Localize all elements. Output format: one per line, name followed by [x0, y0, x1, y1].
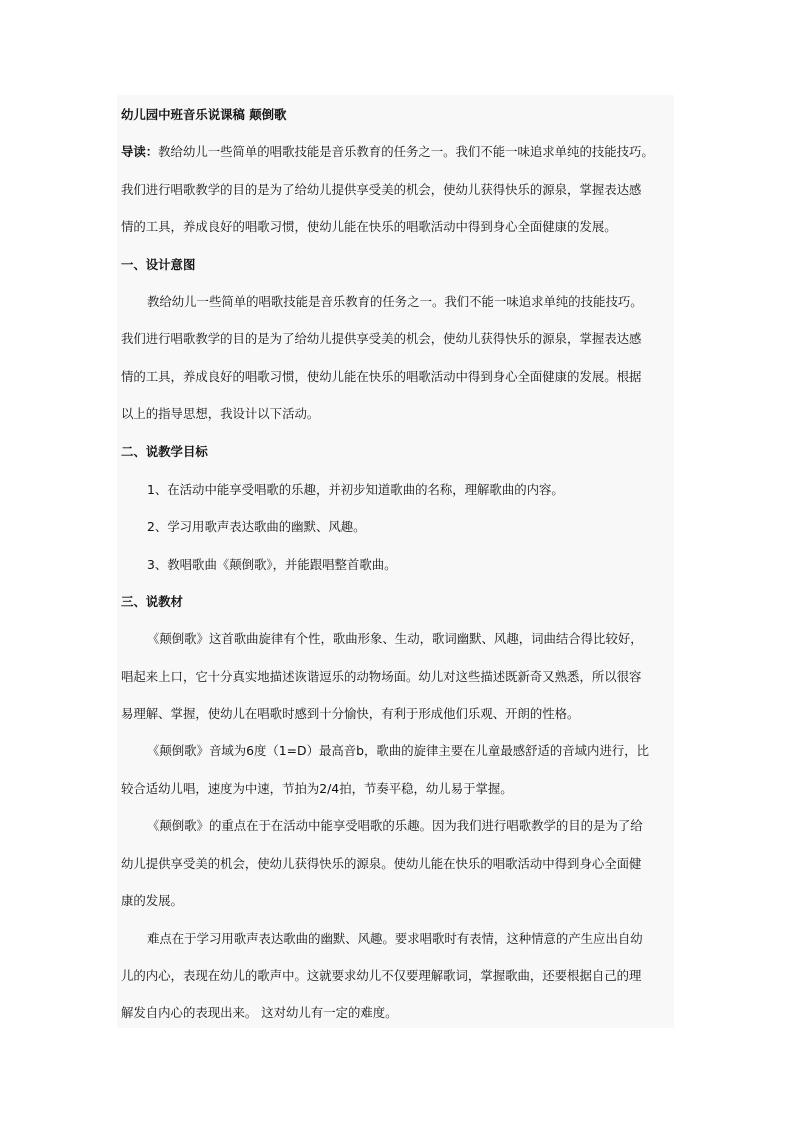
- material-p1-line-3: 易理解、掌握，使幼儿在唱歌时感到十分愉快，有利于形成他们乐观、开朗的性格。: [121, 706, 580, 721]
- material-p2-line-1: 《颠倒歌》音域为6度（1=D）最高音b，歌曲的旋律主要在儿童最感舒适的音域内进行，比: [147, 743, 650, 758]
- design-line-4: 以上的指导思想，我设计以下活动。: [121, 406, 320, 421]
- material-p1-line-1: 《颠倒歌》这首歌曲旋律有个性，歌曲形象、生动，歌词幽默、风趣，词曲结合得比较好，: [147, 631, 643, 646]
- goal-item: 2、学习用歌声表达歌曲的幽默、风趣。: [147, 519, 366, 534]
- material-p3-line-1: 《颠倒歌》的重点在于在活动中能享受唱歌的乐趣。因为我们进行唱歌教学的目的是为了给: [147, 818, 643, 833]
- material-p3-line-2: 幼儿提供享受美的机会，使幼儿获得快乐的源泉。使幼儿能在快乐的唱歌活动中得到身心全面健: [121, 856, 642, 871]
- design-line-2: 我们进行唱歌教学的目的是为了给幼儿提供享受美的机会，使幼儿获得快乐的源泉，掌握表达感: [121, 331, 642, 346]
- material-p4-line-3: 解发自内心的表现出来。 这对幼儿有一定的难度。: [121, 1005, 398, 1020]
- document-title: 幼儿园中班音乐说课稿 颠倒歌: [121, 107, 287, 122]
- intro-line-2: 我们进行唱歌教学的目的是为了给幼儿提供享受美的机会，使幼儿获得快乐的源泉，掌握表达感: [121, 182, 642, 197]
- section-heading-material: 三、说教材: [121, 594, 183, 609]
- section-heading-design: 一、设计意图: [121, 257, 196, 272]
- section-heading-goals: 二、说教学目标: [121, 444, 208, 459]
- material-p2-line-2: 较合适幼儿唱，速度为中速，节拍为2/4拍，节奏平稳，幼儿易于掌握。: [121, 781, 513, 796]
- intro-line-1: [121, 143, 674, 161]
- intro-text: 教给幼儿一些简单的唱歌技能是音乐教育的任务之一。我们不能一味追求单纯的技能技巧。: [158, 144, 654, 159]
- material-p4-line-1: 难点在于学习用歌声表达歌曲的幽默、风趣。要求唱歌时有表情，这种情意的产生应出自幼: [147, 931, 643, 946]
- goal-item: 1、在活动中能享受唱歌的乐趣，并初步知道歌曲的名称，理解歌曲的内容。: [147, 482, 564, 497]
- design-line-1: 教给幼儿一些简单的唱歌技能是音乐教育的任务之一。我们不能一味追求单纯的技能技巧。: [147, 294, 643, 309]
- design-line-3: 情的工具，养成良好的唱歌习惯，使幼儿能在快乐的唱歌活动中得到身心全面健康的发展。根据: [121, 369, 642, 384]
- material-p4-line-2: 儿的内心，表现在幼儿的歌声中。这就要求幼儿不仅要理解歌词，掌握歌曲，还要根据自己的理: [121, 968, 642, 983]
- intro-line-3: 情的工具，养成良好的唱歌习惯，使幼儿能在快乐的唱歌活动中得到身心全面健康的发展。: [121, 219, 617, 234]
- goal-item: 3、教唱歌曲《颠倒歌》，并能跟唱整首歌曲。: [147, 557, 397, 572]
- intro-label: 导读：: [121, 144, 159, 159]
- material-p1-line-2: 唱起来上口，它十分真实地描述诙谐逗乐的动物场面。幼儿对这些描述既新奇又熟悉，所以很容: [121, 669, 642, 684]
- material-p3-line-3: 康的发展。: [121, 893, 183, 908]
